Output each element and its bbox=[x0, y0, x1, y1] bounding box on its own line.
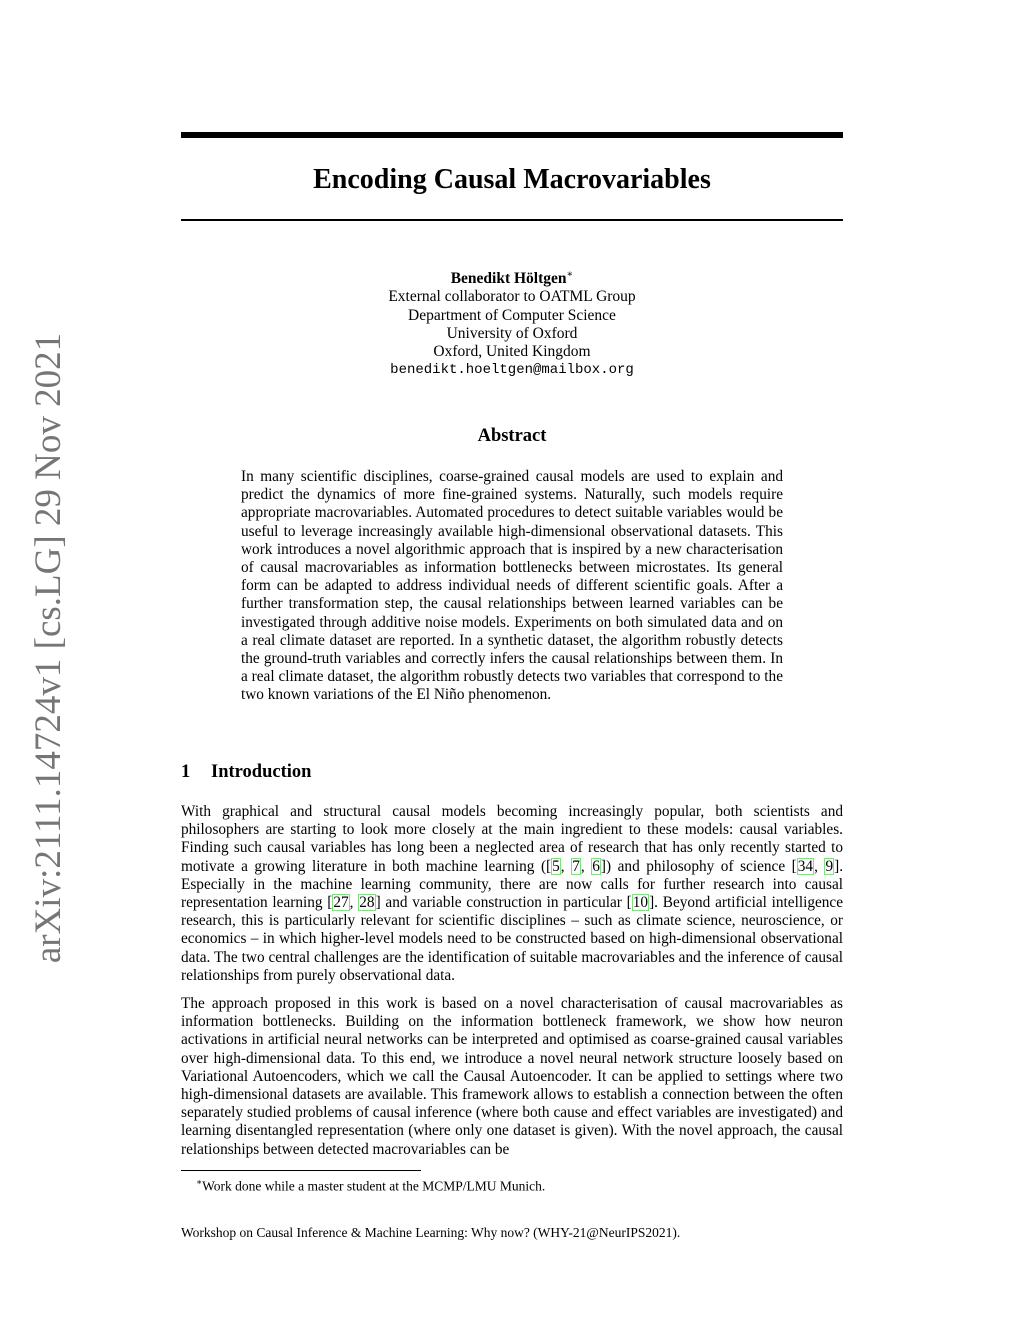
citation-link[interactable]: 7 bbox=[572, 857, 580, 875]
paragraph-text: With graphical and structural causal models becoming increasingly popular, both scientists and philosophers are starting to look more closely at the main ingredient to these models: causal variables. Finding such causal variables has long been a neglected area of research that has only recently started to motivate a growing literature in both machine learning ([ bbox=[181, 803, 843, 875]
author-block bbox=[181, 266, 843, 379]
footnote-mark: ∗ bbox=[196, 1177, 203, 1187]
affiliation-line: Department of Computer Science bbox=[408, 306, 616, 324]
author-email: benedikt.hoeltgen@mailbox.org bbox=[390, 362, 634, 379]
paragraph-text: ]) and philosophy of science [ bbox=[600, 857, 797, 875]
arxiv-identifier-stamp: arXiv:2111.14724v1 [cs.LG] 29 Nov 2021 bbox=[28, 332, 69, 964]
abstract-text: In many scientific disciplines, coarse-grained causal models are used to explain and predict the dynamics of more fine-grained systems. Naturally, such models require appropriate macrovariables. Automated procedures to detect suitable variables would be useful to leverage increasingly available high-dimensional observational datasets. This work introduces a novel algorithmic approach that is inspired by a new characterisation of causal macrovariables as information bottlenecks between microstates. Its general form can be adapted to address individual needs of different scientific goals. After a further transformation step, the causal relationships between learned variables can be investigated through additive noise models. Experiments on both simulated data and on a real climate dataset are reported. In a synthetic dataset, the algorithm robustly detects the ground-truth variables and correctly infers the causal relationships between them. In a real climate dataset, the algorithm robustly detects two variables that correspond to the two known variations of the El Niño phenomenon. bbox=[241, 468, 783, 704]
affiliation-line: Oxford, United Kingdom bbox=[433, 342, 591, 360]
title-top-rule bbox=[181, 132, 843, 138]
citation-separator: , bbox=[349, 894, 359, 912]
citation-link[interactable]: 10 bbox=[632, 894, 649, 912]
citation-link[interactable]: 28 bbox=[359, 894, 375, 912]
citation-link[interactable]: 9 bbox=[825, 857, 834, 875]
citation-link[interactable]: 5 bbox=[552, 857, 560, 875]
affiliation-line: External collaborator to OATML Group bbox=[388, 288, 636, 306]
citation-separator: , bbox=[560, 857, 572, 875]
author-name-text: Benedikt Höltgen bbox=[450, 270, 567, 288]
section-heading-introduction bbox=[181, 760, 843, 784]
abstract-heading: Abstract bbox=[477, 426, 547, 446]
citation-link[interactable]: 27 bbox=[333, 894, 349, 912]
paragraph-text: ]. Beyond artificial intelligence research, this is particularly relevant for scientific disciplines – such as climate science, neuroscience, or economics – in which higher-level models need to be constructed based on high-dimensional observational data. The two central challenges are the identification of suitable macrovariables and the inference of causal relationships from purely observational data. bbox=[181, 894, 843, 984]
title-bottom-rule bbox=[181, 219, 843, 221]
footnote bbox=[196, 1174, 836, 1195]
paragraph-text: ]. Especially in the machine learning community, there are now calls for further research into causal representation learning [ bbox=[181, 857, 844, 912]
author-footnote-mark: ∗ bbox=[566, 269, 574, 280]
footnote-text: Work done while a master student at the MCMP/LMU Munich. bbox=[202, 1178, 546, 1194]
footnote-rule bbox=[181, 1170, 421, 1171]
paragraph-text: ] and variable construction in particular [ bbox=[375, 894, 632, 912]
citation-link[interactable]: 6 bbox=[592, 857, 600, 875]
citation-separator: , bbox=[814, 857, 825, 875]
section-title: Introduction bbox=[211, 762, 312, 782]
introduction-paragraph-1 bbox=[181, 803, 843, 985]
citation-link[interactable]: 34 bbox=[797, 857, 814, 875]
section-number: 1 bbox=[181, 762, 191, 782]
introduction-paragraph-2: The approach proposed in this work is based on a novel characterisation of causal macrovariables as information bottlenecks. Building on the information bottleneck framework, we show how neuron activations in artificial neural networks can be interpreted and optimised as coarse-grained causal variables over high-dimensional data. To this end, we introduce a novel neural network structure loosely based on Variational Autoencoders, which we call the Causal Autoencoder. It can be applied to settings where two high-dimensional datasets are available. This framework allows to establish a connection between the often separately studied problems of causal inference (where both cause and effect variables are investigated) and learning disentangled representation (where only one dataset is given). With the novel approach, the causal relationships between detected macrovariables can be bbox=[181, 995, 843, 1158]
venue-line: Workshop on Causal Inference & Machine Learning: Why now? (WHY-21@NeurIPS2021). bbox=[181, 1225, 681, 1240]
affiliation-line: University of Oxford bbox=[446, 324, 578, 342]
citation-separator: , bbox=[580, 857, 592, 875]
paper-title: Encoding Causal Macrovariables bbox=[313, 164, 711, 195]
author-name bbox=[181, 266, 843, 288]
